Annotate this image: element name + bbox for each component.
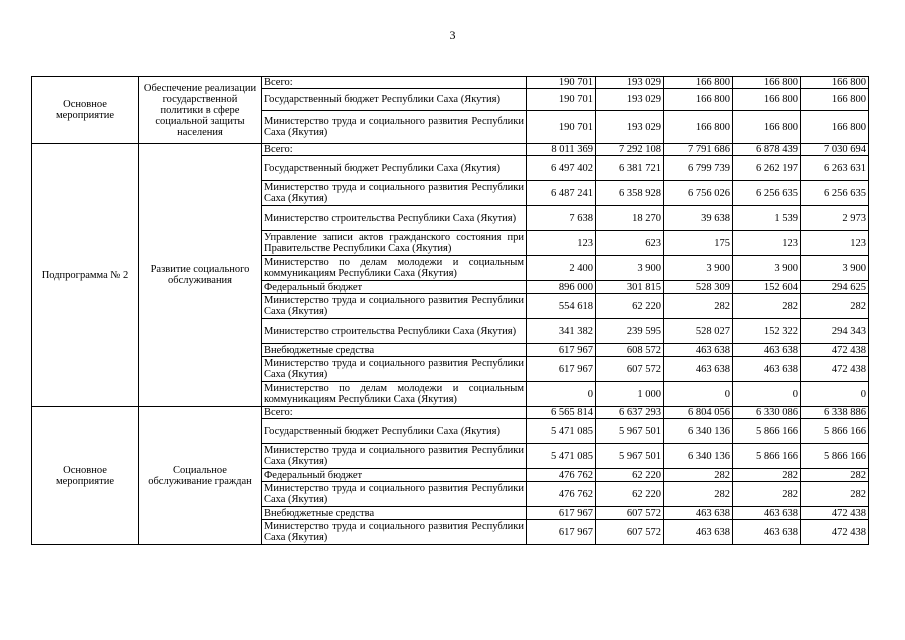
amount-cell: 0 [733, 382, 801, 407]
amount-cell: 617 967 [527, 357, 596, 382]
amount-cell: 7 030 694 [801, 144, 869, 156]
amount-cell: 39 638 [664, 206, 733, 231]
amount-cell: 190 701 [527, 111, 596, 144]
amount-cell: 166 800 [733, 111, 801, 144]
amount-cell: 617 967 [527, 520, 596, 545]
amount-cell: 3 900 [664, 256, 733, 281]
amount-cell: 166 800 [664, 111, 733, 144]
amount-cell: 6 338 886 [801, 407, 869, 419]
amount-cell: 193 029 [596, 111, 664, 144]
amount-cell: 175 [664, 231, 733, 256]
amount-cell: 341 382 [527, 319, 596, 344]
amount-cell: 2 400 [527, 256, 596, 281]
amount-cell: 62 220 [596, 482, 664, 507]
funding-source-cell: Министерство труда и социального развития Республики Саха (Якутия) [262, 482, 527, 507]
funding-source-cell: Государственный бюджет Республики Саха (Якутия) [262, 419, 527, 444]
amount-cell: 6 878 439 [733, 144, 801, 156]
funding-source-cell: Министерство строительства Республики Саха (Якутия) [262, 206, 527, 231]
funding-source-cell: Министерство труда и социального развития Республики Саха (Якутия) [262, 181, 527, 206]
funding-source-cell: Министерство труда и социального развития Республики Саха (Якутия) [262, 520, 527, 545]
amount-cell: 617 967 [527, 507, 596, 520]
amount-cell: 607 572 [596, 520, 664, 545]
funding-source-cell: Всего: [262, 77, 527, 89]
amount-cell: 62 220 [596, 469, 664, 482]
program-type-cell: Подпрограмма № 2 [32, 144, 139, 407]
funding-source-cell: Министерство труда и социального развития Республики Саха (Якутия) [262, 294, 527, 319]
amount-cell: 0 [801, 382, 869, 407]
amount-cell: 5 967 501 [596, 419, 664, 444]
amount-cell: 5 866 166 [733, 419, 801, 444]
amount-cell: 166 800 [733, 77, 801, 89]
amount-cell: 294 625 [801, 281, 869, 294]
amount-cell: 6 804 056 [664, 407, 733, 419]
amount-cell: 193 029 [596, 77, 664, 89]
amount-cell: 7 638 [527, 206, 596, 231]
amount-cell: 463 638 [664, 344, 733, 357]
page-number: 3 [449, 28, 456, 42]
amount-cell: 6 358 928 [596, 181, 664, 206]
amount-cell: 282 [733, 469, 801, 482]
amount-cell: 166 800 [664, 77, 733, 89]
amount-cell: 282 [801, 469, 869, 482]
funding-source-cell: Всего: [262, 407, 527, 419]
amount-cell: 294 343 [801, 319, 869, 344]
amount-cell: 463 638 [664, 520, 733, 545]
program-name-cell: Социальное обслуживание граждан [139, 407, 262, 545]
funding-source-cell: Внебюджетные средства [262, 344, 527, 357]
amount-cell: 6 256 635 [801, 181, 869, 206]
amount-cell: 5 866 166 [801, 419, 869, 444]
amount-cell: 472 438 [801, 344, 869, 357]
amount-cell: 6 256 635 [733, 181, 801, 206]
amount-cell: 5 471 085 [527, 444, 596, 469]
amount-cell: 166 800 [664, 89, 733, 111]
amount-cell: 463 638 [733, 507, 801, 520]
amount-cell: 282 [733, 482, 801, 507]
amount-cell: 6 487 241 [527, 181, 596, 206]
funding-source-cell: Управление записи актов гражданского состояния при Правительстве Республики Саха (Якутия) [262, 231, 527, 256]
table-row [32, 77, 869, 89]
program-name-cell: Обеспечение реализации государственной политики в сфере социальной защиты населения [139, 77, 262, 144]
amount-cell: 166 800 [801, 89, 869, 111]
amount-cell: 166 800 [801, 77, 869, 89]
amount-cell: 1 000 [596, 382, 664, 407]
amount-cell: 123 [733, 231, 801, 256]
funding-source-cell: Государственный бюджет Республики Саха (Якутия) [262, 156, 527, 181]
amount-cell: 607 572 [596, 507, 664, 520]
amount-cell: 6 756 026 [664, 181, 733, 206]
amount-cell: 476 762 [527, 482, 596, 507]
program-type-cell: Основное мероприятие [32, 77, 139, 144]
funding-source-cell: Всего: [262, 144, 527, 156]
amount-cell: 193 029 [596, 89, 664, 111]
amount-cell: 18 270 [596, 206, 664, 231]
amount-cell: 0 [527, 382, 596, 407]
amount-cell: 282 [664, 482, 733, 507]
amount-cell: 6 340 136 [664, 444, 733, 469]
amount-cell: 123 [527, 231, 596, 256]
amount-cell: 528 027 [664, 319, 733, 344]
amount-cell: 6 330 086 [733, 407, 801, 419]
amount-cell: 282 [664, 294, 733, 319]
amount-cell: 6 340 136 [664, 419, 733, 444]
amount-cell: 5 471 085 [527, 419, 596, 444]
amount-cell: 166 800 [801, 111, 869, 144]
amount-cell: 0 [664, 382, 733, 407]
amount-cell: 62 220 [596, 294, 664, 319]
amount-cell: 282 [801, 482, 869, 507]
amount-cell: 123 [801, 231, 869, 256]
amount-cell: 463 638 [733, 520, 801, 545]
amount-cell: 301 815 [596, 281, 664, 294]
program-name-cell: Развитие социального обслуживания [139, 144, 262, 407]
amount-cell: 8 011 369 [527, 144, 596, 156]
amount-cell: 3 900 [733, 256, 801, 281]
amount-cell: 617 967 [527, 344, 596, 357]
amount-cell: 623 [596, 231, 664, 256]
amount-cell: 463 638 [664, 507, 733, 520]
amount-cell: 6 799 739 [664, 156, 733, 181]
amount-cell: 463 638 [733, 344, 801, 357]
table-row [32, 144, 869, 156]
table-row [32, 407, 869, 419]
amount-cell: 152 322 [733, 319, 801, 344]
amount-cell: 6 381 721 [596, 156, 664, 181]
funding-source-cell: Государственный бюджет Республики Саха (Якутия) [262, 89, 527, 111]
amount-cell: 239 595 [596, 319, 664, 344]
amount-cell: 3 900 [801, 256, 869, 281]
amount-cell: 608 572 [596, 344, 664, 357]
amount-cell: 152 604 [733, 281, 801, 294]
amount-cell: 472 438 [801, 507, 869, 520]
amount-cell: 6 637 293 [596, 407, 664, 419]
amount-cell: 3 900 [596, 256, 664, 281]
budget-table [31, 76, 869, 545]
amount-cell: 463 638 [733, 357, 801, 382]
amount-cell: 472 438 [801, 357, 869, 382]
amount-cell: 607 572 [596, 357, 664, 382]
amount-cell: 6 262 197 [733, 156, 801, 181]
amount-cell: 472 438 [801, 520, 869, 545]
amount-cell: 1 539 [733, 206, 801, 231]
funding-source-cell: Федеральный бюджет [262, 469, 527, 482]
amount-cell: 6 565 814 [527, 407, 596, 419]
amount-cell: 896 000 [527, 281, 596, 294]
amount-cell: 190 701 [527, 77, 596, 89]
program-type-cell: Основное мероприятие [32, 407, 139, 545]
funding-source-cell: Министерство труда и социального развития Республики Саха (Якутия) [262, 357, 527, 382]
amount-cell: 528 309 [664, 281, 733, 294]
amount-cell: 463 638 [664, 357, 733, 382]
amount-cell: 190 701 [527, 89, 596, 111]
amount-cell: 6 497 402 [527, 156, 596, 181]
amount-cell: 5 866 166 [801, 444, 869, 469]
funding-source-cell: Министерство труда и социального развития Республики Саха (Якутия) [262, 444, 527, 469]
amount-cell: 2 973 [801, 206, 869, 231]
amount-cell: 7 292 108 [596, 144, 664, 156]
funding-source-cell: Министерство строительства Республики Саха (Якутия) [262, 319, 527, 344]
amount-cell: 7 791 686 [664, 144, 733, 156]
amount-cell: 282 [801, 294, 869, 319]
amount-cell: 282 [733, 294, 801, 319]
funding-source-cell: Министерство по делам молодежи и социальным коммуникациям Республики Саха (Якутия) [262, 256, 527, 281]
amount-cell: 476 762 [527, 469, 596, 482]
funding-source-cell: Федеральный бюджет [262, 281, 527, 294]
funding-source-cell: Внебюджетные средства [262, 507, 527, 520]
amount-cell: 554 618 [527, 294, 596, 319]
amount-cell: 5 866 166 [733, 444, 801, 469]
amount-cell: 166 800 [733, 89, 801, 111]
funding-source-cell: Министерство труда и социального развития Республики Саха (Якутия) [262, 111, 527, 144]
amount-cell: 5 967 501 [596, 444, 664, 469]
funding-source-cell: Министерство по делам молодежи и социальным коммуникациям Республики Саха (Якутия) [262, 382, 527, 407]
amount-cell: 6 263 631 [801, 156, 869, 181]
amount-cell: 282 [664, 469, 733, 482]
